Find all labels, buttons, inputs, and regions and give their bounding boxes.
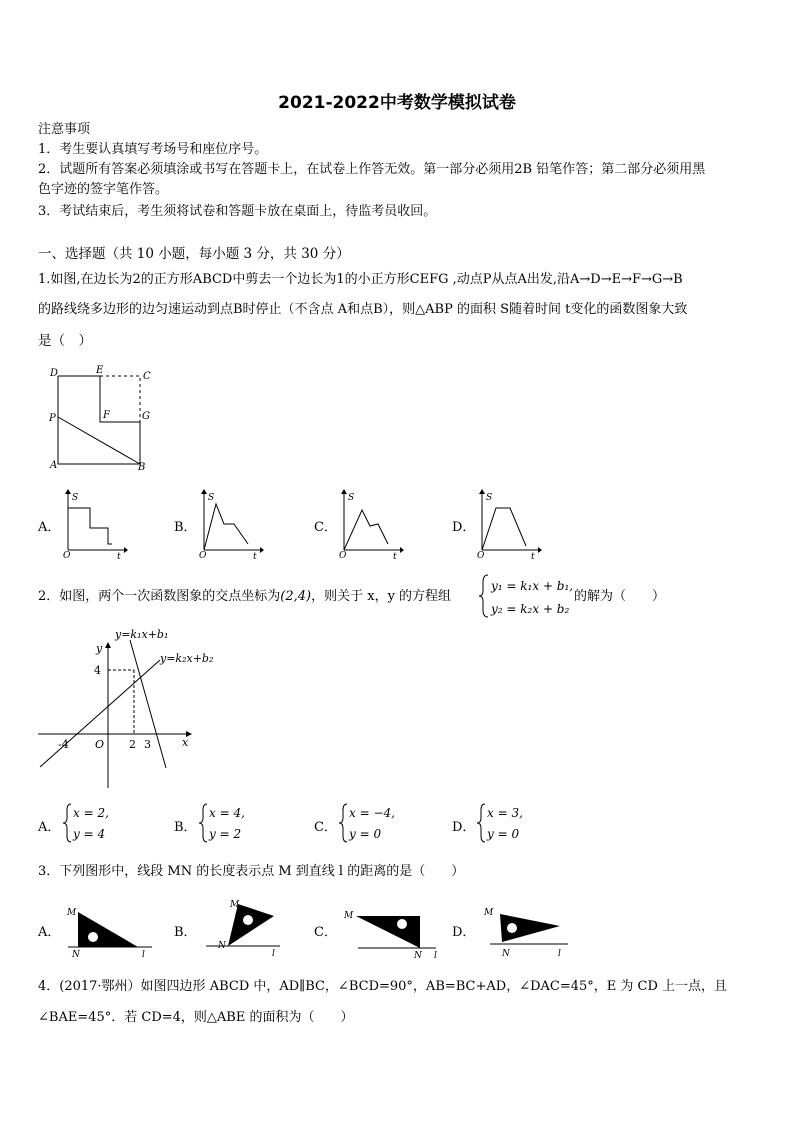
section-heading: 一、选择题（共 10 小题，每小题 3 分，共 30 分）	[38, 246, 350, 262]
label-D: D	[50, 368, 59, 379]
q2-eq1: y₁ = k₁x + b₁,	[491, 579, 574, 593]
label-l: l	[142, 950, 145, 958]
q3-figure-c	[340, 902, 440, 958]
page-title: 2021-2022中考数学模拟试卷	[278, 93, 516, 113]
label-l: l	[434, 951, 437, 958]
q2-stem-text: 2．如图，两个一次函数图象的交点坐标为	[38, 589, 281, 604]
q3-stem: 3．下列图形中，线段 MN 的长度表示点 M 到直线 l 的距离的是（ ）	[38, 864, 465, 879]
label-A: A	[50, 460, 58, 471]
label-B: B	[138, 462, 146, 472]
q2-system	[478, 572, 578, 620]
option-system	[62, 801, 142, 845]
label-N: N	[414, 951, 422, 958]
q1-option-b[interactable]: B．	[174, 520, 197, 535]
notice-item: 1．考生要认真填写考场号和座位序号。	[38, 142, 268, 157]
q1-line1: 1.如图,在边长为2的正方形ABCD中剪去一个边长为1的小正方形CEFG ,动点P从点A出发,沿A→D→E→F→G→B	[38, 272, 683, 287]
y-axis-label: y	[96, 642, 103, 655]
q1-graph-c	[336, 488, 406, 560]
option-bottom: y = 0	[487, 827, 520, 841]
graph-t-label: t	[253, 552, 257, 560]
option-top: x = 2,	[73, 806, 109, 820]
q3-option-b[interactable]: B．	[174, 925, 197, 940]
option-label: D．	[452, 820, 476, 835]
q1-option-d[interactable]: D．	[452, 520, 476, 535]
label-G: G	[142, 411, 150, 422]
label-N: N	[72, 950, 80, 958]
graph-t-label: t	[393, 552, 397, 560]
q2-option-d[interactable]	[452, 801, 592, 845]
q3-figure-d	[480, 902, 576, 958]
q1-graph-b	[196, 488, 266, 560]
notice-item: 3．考试结束后，考生须将试卷和答题卡放在桌面上，待监考员收回。	[38, 204, 437, 219]
label-l: l	[558, 949, 561, 958]
label-F: F	[103, 410, 110, 421]
label-M: M	[67, 908, 77, 918]
q1-graph-d	[474, 488, 544, 560]
q4-line1: 4．(2017·鄂州）如图四边形 ABCD 中，AD∥BC，∠BCD=90°，AB=BC+AD，∠DAC=45°，E 为 CD 上一点，且	[38, 979, 728, 994]
option-label: B．	[174, 820, 197, 835]
q1-line3: 是（ ）	[38, 333, 92, 349]
option-system	[198, 801, 278, 845]
tick-2: 2	[129, 738, 136, 751]
tick-neg4: -4	[58, 738, 69, 751]
label-M: M	[344, 911, 354, 921]
q3-option-a[interactable]: A．	[38, 925, 61, 940]
q2-point: (2,4)	[280, 589, 312, 604]
notice-heading: 注意事项	[38, 122, 91, 137]
graph-s-label: S	[348, 493, 355, 503]
label-E: E	[96, 365, 104, 376]
q2-option-a[interactable]	[38, 801, 178, 845]
graph-t-label: t	[117, 552, 121, 560]
option-system	[476, 801, 556, 845]
q1-figure	[46, 362, 156, 472]
notice-item: 色字迹的签字笔作答。	[38, 182, 169, 197]
q3-option-c[interactable]: C．	[314, 925, 337, 940]
q3-figure-b	[196, 896, 292, 958]
q3-option-d[interactable]: D．	[452, 925, 476, 940]
label-l: l	[272, 949, 275, 958]
graph-s-label: S	[72, 493, 79, 503]
label-N: N	[502, 949, 510, 958]
q3-figure-a	[62, 902, 158, 958]
line1-label: y=k₁x+b₁	[115, 628, 169, 641]
graph-o-label: O	[477, 551, 485, 560]
graph-s-label: S	[486, 493, 493, 503]
option-top: x = −4,	[349, 806, 395, 820]
graph-o-label: O	[63, 551, 71, 560]
tick-4: 4	[94, 664, 101, 677]
q2-stem	[38, 587, 451, 607]
graph-t-label: t	[531, 552, 535, 560]
label-M: M	[230, 900, 240, 910]
graph-o-label: O	[339, 551, 347, 560]
q1-graph-a	[60, 488, 130, 560]
option-label: A．	[38, 820, 61, 835]
q4-line2: ∠BAE=45°．若 CD=4，则△ABE 的面积为（ ）	[38, 1010, 354, 1025]
origin-label: O	[95, 738, 105, 751]
line2-label: y=k₂x+b₂	[160, 652, 214, 665]
label-M: M	[484, 908, 494, 918]
option-top: x = 3,	[487, 806, 523, 820]
graph-o-label: O	[199, 551, 207, 560]
option-label: C．	[314, 820, 337, 835]
label-C: C	[143, 371, 151, 382]
label-N: N	[218, 941, 226, 951]
q1-option-c[interactable]: C．	[314, 520, 337, 535]
option-system	[338, 801, 418, 845]
q2-graph	[36, 624, 216, 790]
q2-eq2: y₂ = k₂x + b₂	[491, 602, 570, 616]
q2-option-c[interactable]	[314, 801, 454, 845]
option-bottom: y = 4	[73, 827, 106, 841]
q2-option-b[interactable]	[174, 801, 314, 845]
q1-line2: 的路线绕多边形的边匀速运动到点B时停止（不含点 A和点B），则△ABP 的面积 S随着时间 t变化的函数图象大致	[38, 302, 688, 317]
graph-s-label: S	[208, 493, 215, 503]
q2-stem-text2: ，则关于 x，y 的方程组	[311, 589, 452, 604]
option-bottom: y = 0	[349, 827, 382, 841]
q2-stem-end: 的解为（ ）	[574, 589, 666, 604]
q1-option-a[interactable]: A．	[38, 520, 61, 535]
tick-3: 3	[144, 738, 151, 751]
x-axis-label: x	[182, 736, 189, 749]
label-P: P	[49, 413, 56, 424]
notice-item: 2．试题所有答案必须填涂或书写在答题卡上，在试卷上作答无效。第一部分必须用2B 铅笔作答；第二部分必须用黑	[38, 162, 706, 177]
option-bottom: y = 2	[209, 827, 242, 841]
option-top: x = 4,	[209, 806, 245, 820]
